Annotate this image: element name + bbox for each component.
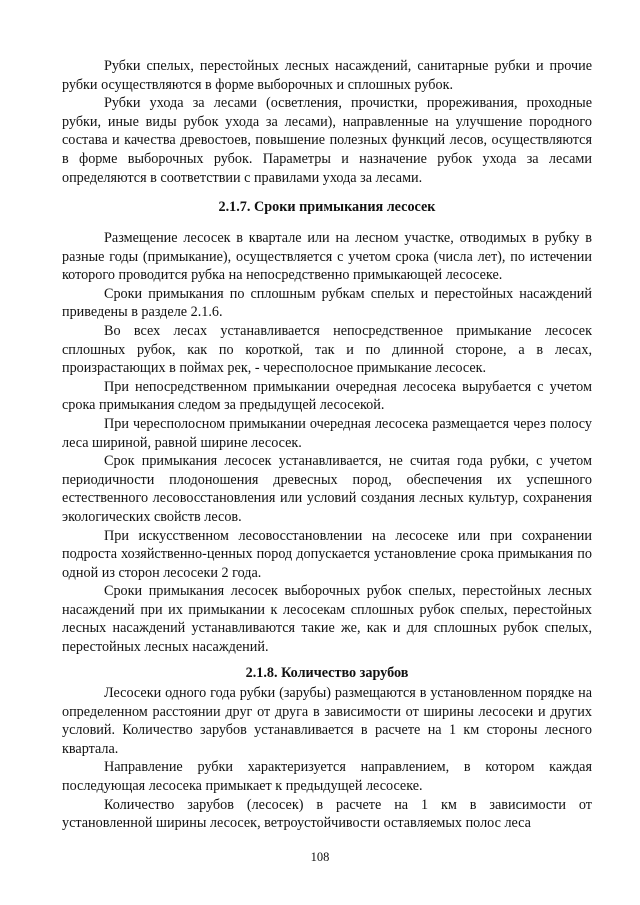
page-number: 108 xyxy=(310,850,330,864)
paragraph: Направление рубки характеризуется направлением, в котором каждая последующая лесосека примыкает к предыдущей лесосеке. xyxy=(62,759,592,794)
paragraph: При искусственном лесовосстановлении на лесосеке или при сохранении подроста хозяйственно-ценных пород допускается установление срока примыкания по одной из сторон лесосеки 2 года. xyxy=(62,527,592,581)
section-2-1-7-body xyxy=(62,229,592,657)
paragraph: Рубки спелых, перестойных лесных насаждений, санитарные рубки и прочие рубки осуществляются в форме выборочных и сплошных рубок. xyxy=(62,58,592,93)
paragraph: Сроки примыкания по сплошным рубкам спелых и перестойных насаждений приведены в разделе 2.1.6. xyxy=(62,285,592,321)
section-2-1-8-body xyxy=(62,684,592,833)
paragraph: Сроки примыкания лесосек выборочных рубок спелых, перестойных лесных насаждений при их примыкании к лесосекам сплошных рубок спелых, перестойных лесных насаждений устанавливаются такие же, как и для сплошных рубок спелых, перестойных лесных насаждений. xyxy=(62,583,592,656)
paragraph: Рубки ухода за лесами (осветления, прочистки, прореживания, проходные рубки, иные виды рубок ухода за лесами), направленные на улучшение породного состава и качества древостоев, повышение полезных функций лесов, осуществляются в форме выборочных рубок. Параметры и назначение рубок ухода за лесами определяются в соответствии с правилами ухода за лесами. xyxy=(62,95,592,186)
paragraph: При чересполосном примыкании очередная лесосека размещается через полосу леса шириной, равной ширине лесосек. xyxy=(62,415,592,451)
paragraph: Во всех лесах устанавливается непосредственное примыкание лесосек сплошных рубок, как по короткой, так и по длинной стороне, а в лесах, произрастающих в поймах рек, - чересполосное примыкание лесосек. xyxy=(62,322,592,377)
paragraph: Размещение лесосек в квартале или на лесном участке, отводимых в рубку в разные годы (примыкание), осуществляется с учетом срока (числа лет), по истечении которого проводится рубка на непосредственно примыкающей лесосеке. xyxy=(62,230,592,284)
paragraph: Срок примыкания лесосек устанавливается, не считая года рубки, с учетом периодичности плодоношения древесных пород, обеспечения их успешного естественного лесовосстановления или условий создания лесных культур, сохранения экологических свойств лесов. xyxy=(62,453,592,525)
section-heading-2-1-7: 2.1.7. Сроки примыкания лесосек xyxy=(218,199,436,215)
section-heading-2-1-8: 2.1.8. Количество зарубов xyxy=(245,665,409,681)
paragraph: Количество зарубов (лесосек) в расчете на 1 км в зависимости от установленной ширины лесосек, ветроустойчивости оставляемых полос леса xyxy=(62,796,592,832)
intro-text xyxy=(62,57,592,187)
paragraph: Лесосеки одного года рубки (зарубы) размещаются в установленном порядке на определенном расстоянии друг от друга в зависимости от ширины лесосеки и других условий. Количество зарубов устанавливается в расчете на 1 км стороны лесного квартала. xyxy=(62,685,592,757)
paragraph: При непосредственном примыкании очередная лесосека вырубается с учетом срока примыкания следом за предыдущей лесосекой. xyxy=(62,378,592,414)
